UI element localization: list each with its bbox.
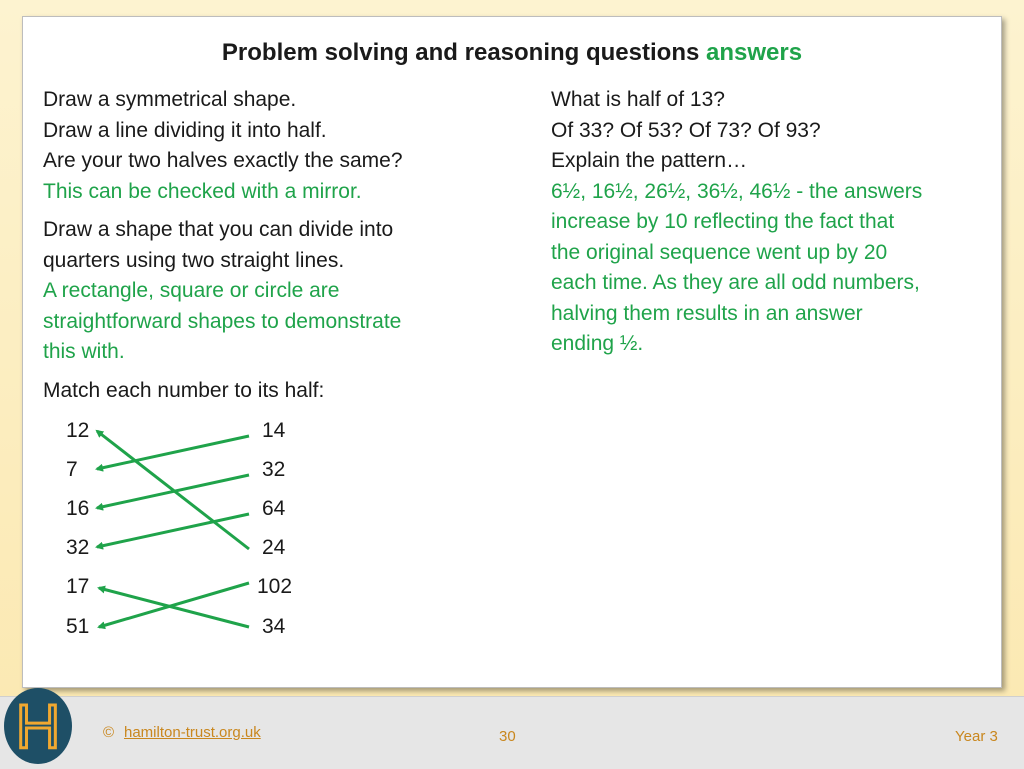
answer-1: This can be checked with a mirror. bbox=[43, 179, 362, 203]
answer-2-line-2: straightforward shapes to demonstrate bbox=[43, 309, 402, 333]
year-label: Year 3 bbox=[955, 728, 998, 745]
arrow-14-to-7 bbox=[97, 436, 249, 469]
right-number: 14 bbox=[262, 419, 286, 442]
left-number: 51 bbox=[66, 615, 90, 638]
question-1-line-3: Are your two halves exactly the same? bbox=[43, 149, 403, 172]
slide-card bbox=[22, 16, 1002, 688]
title-accent: answers bbox=[706, 39, 803, 66]
question-2-line-2: quarters using two straight lines. bbox=[43, 248, 345, 272]
copyright-symbol: © bbox=[103, 724, 115, 741]
question-1-line-2: Draw a line dividing it into half. bbox=[43, 118, 327, 142]
question-4-line-2: Of 33? Of 53? Of 73? Of 93? bbox=[551, 118, 821, 142]
question-3: Match each number to its half: bbox=[43, 378, 325, 402]
left-number: 12 bbox=[66, 419, 90, 442]
answer-4-line-4: each time. As they are all odd numbers, bbox=[551, 271, 920, 294]
right-column bbox=[551, 85, 981, 360]
answer-4-line-3: the original sequence went up by 20 bbox=[551, 240, 888, 264]
h-letter-icon bbox=[4, 688, 72, 764]
question-1-line-1: Draw a symmetrical shape. bbox=[43, 88, 297, 111]
right-number: 64 bbox=[262, 497, 286, 520]
answer-2-line-3: this with. bbox=[43, 340, 125, 363]
question-4-line-1: What is half of 13? bbox=[551, 88, 725, 111]
answer-4-line-6: ending ½. bbox=[551, 332, 644, 355]
left-number: 17 bbox=[66, 575, 90, 598]
answer-4-line-2: increase by 10 reflecting the fact that bbox=[551, 210, 895, 233]
answer-2-line-1: A rectangle, square or circle are bbox=[43, 279, 340, 302]
right-number: 24 bbox=[262, 536, 286, 559]
question-4-line-3: Explain the pattern… bbox=[551, 149, 748, 172]
answer-4-line-1: 6½, 16½, 26½, 36½, 46½ - the answers bbox=[551, 179, 923, 203]
hamilton-trust-link[interactable]: hamilton-trust.org.uk bbox=[124, 724, 261, 741]
answer-4-line-5: halving them results in an answer bbox=[551, 301, 863, 325]
logo-letter: H bbox=[15, 693, 61, 762]
page-number: 30 bbox=[499, 728, 516, 745]
footer-bar bbox=[0, 696, 1024, 769]
title-main: Problem solving and reasoning questions bbox=[221, 39, 700, 66]
hamilton-logo bbox=[4, 688, 72, 764]
left-number: 16 bbox=[66, 497, 90, 520]
question-2-line-1: Draw a shape that you can divide into bbox=[43, 218, 394, 241]
right-number: 32 bbox=[262, 458, 286, 481]
right-number: 102 bbox=[257, 575, 293, 598]
right-number: 34 bbox=[262, 615, 286, 638]
left-number: 7 bbox=[66, 458, 78, 481]
left-number: 32 bbox=[66, 536, 90, 559]
